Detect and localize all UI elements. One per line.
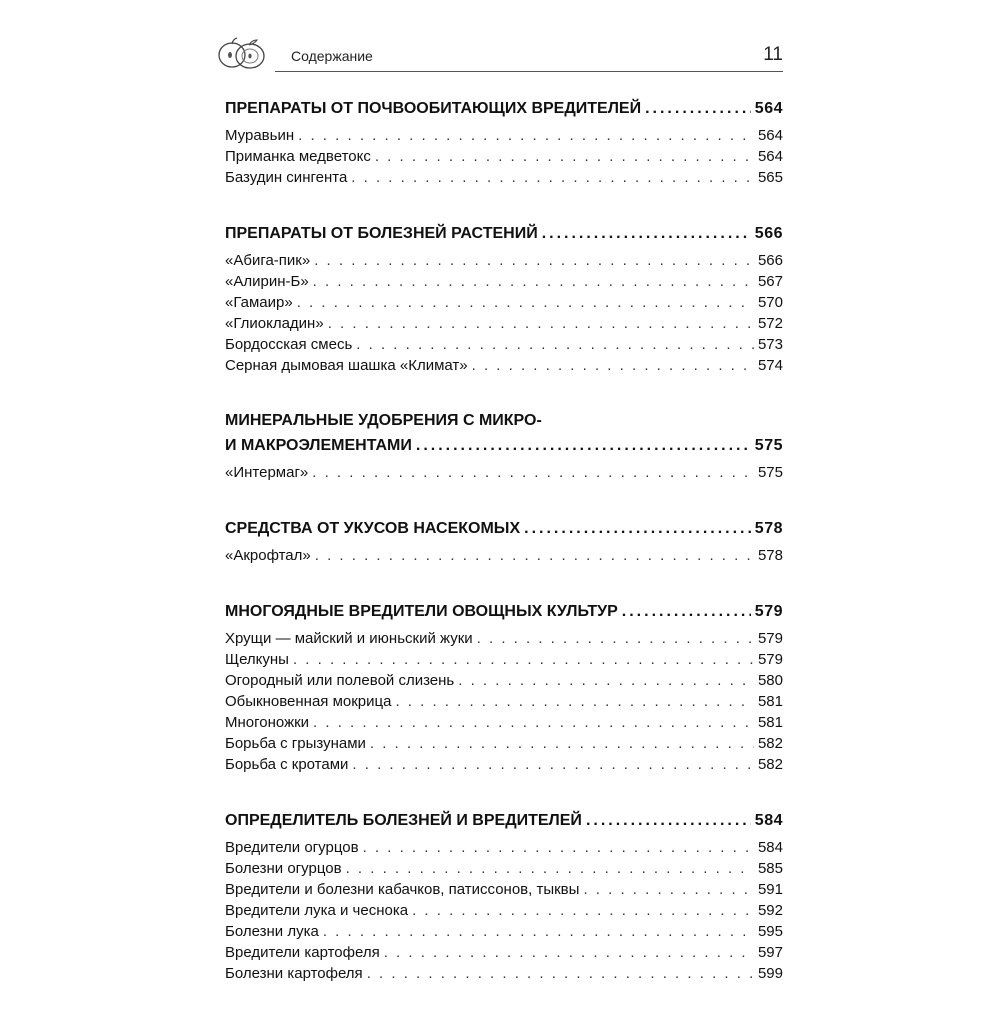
- item-page: 573: [757, 336, 783, 353]
- toc-item[interactable]: [225, 837, 783, 858]
- toc-section-heading[interactable]: [225, 221, 783, 247]
- item-label: Вредители картофеля: [225, 944, 380, 961]
- page-number: 11: [763, 44, 783, 65]
- item-label: Вредители и болезни кабачков, патиссонов, тыквы: [225, 881, 580, 898]
- item-page: 579: [757, 630, 783, 647]
- toc-item[interactable]: [225, 250, 783, 271]
- toc-item[interactable]: [225, 545, 783, 566]
- dot-leader: [367, 963, 754, 984]
- toc-item[interactable]: [225, 313, 783, 334]
- toc-item[interactable]: [225, 649, 783, 670]
- item-page: 585: [757, 860, 783, 877]
- section-page: 578: [754, 520, 783, 537]
- dot-leader: [370, 733, 754, 754]
- section-title: ПРЕПАРАТЫ ОТ БОЛЕЗНЕЙ РАСТЕНИЙ: [225, 225, 538, 242]
- item-label: Приманка медветокс: [225, 148, 371, 165]
- item-label: Серная дымовая шашка «Климат»: [225, 357, 468, 374]
- item-label: Вредители лука и чеснока: [225, 902, 409, 919]
- toc-item[interactable]: [225, 167, 783, 188]
- item-label: Вредители огурцов: [225, 839, 359, 856]
- toc-section: [225, 808, 783, 984]
- toc-section-heading[interactable]: [225, 808, 783, 834]
- item-label: «Глиокладин»: [225, 315, 324, 332]
- item-page: 582: [757, 735, 783, 752]
- section-title: ПРЕПАРАТЫ ОТ ПОЧВООБИТАЮЩИХ ВРЕДИТЕЛЕЙ: [225, 100, 642, 117]
- dot-leader: [328, 313, 754, 334]
- dot-leader: [312, 462, 754, 483]
- item-label: Бордосская смесь: [225, 336, 353, 353]
- dot-leader: [472, 355, 754, 376]
- toc-section: [225, 96, 783, 188]
- item-label: «Алирин-Б»: [225, 273, 309, 290]
- toc-item[interactable]: [225, 271, 783, 292]
- section-page: 579: [754, 603, 783, 620]
- dot-leader: [416, 433, 751, 459]
- section-page: 564: [754, 100, 783, 117]
- toc-item[interactable]: [225, 942, 783, 963]
- dot-leader: [375, 146, 754, 167]
- section-title: И МАКРОЭЛЕМЕНТАМИ: [225, 437, 412, 454]
- toc-item[interactable]: [225, 355, 783, 376]
- item-page: 564: [757, 148, 783, 165]
- item-label: Базудин сингента: [225, 169, 348, 186]
- item-page: 595: [757, 923, 783, 940]
- toc-section: [225, 221, 783, 376]
- section-title: МНОГОЯДНЫЕ ВРЕДИТЕЛИ ОВОЩНЫХ КУЛЬТУР: [225, 603, 618, 620]
- item-label: «Абига-пик»: [225, 252, 311, 269]
- item-page: 597: [757, 944, 783, 961]
- toc-item[interactable]: [225, 921, 783, 942]
- toc-item[interactable]: [225, 963, 783, 984]
- dot-leader: [298, 125, 754, 146]
- dot-leader: [313, 712, 754, 733]
- toc-item[interactable]: [225, 462, 783, 483]
- section-page: 566: [754, 225, 783, 242]
- item-page: 565: [757, 169, 783, 186]
- item-page: 578: [757, 547, 783, 564]
- item-page: 591: [757, 881, 783, 898]
- item-label: Болезни картофеля: [225, 965, 363, 982]
- item-label: «Интермаг»: [225, 464, 309, 481]
- section-title-line1: МИНЕРАЛЬНЫЕ УДОБРЕНИЯ С МИКРО-: [225, 412, 542, 429]
- section-title: ОПРЕДЕЛИТЕЛЬ БОЛЕЗНЕЙ И ВРЕДИТЕЛЕЙ: [225, 812, 582, 829]
- item-page: 574: [757, 357, 783, 374]
- dot-leader: [477, 628, 754, 649]
- item-page: 572: [757, 315, 783, 332]
- item-page: 564: [757, 127, 783, 144]
- section-title: СРЕДСТВА ОТ УКУСОВ НАСЕКОМЫХ: [225, 520, 521, 537]
- dot-leader: [293, 649, 754, 670]
- dot-leader: [323, 921, 754, 942]
- item-page: 579: [757, 651, 783, 668]
- item-page: 592: [757, 902, 783, 919]
- item-label: «Акрофтал»: [225, 547, 311, 564]
- toc-section-heading[interactable]: [225, 96, 783, 122]
- dot-leader: [352, 754, 754, 775]
- item-page: 599: [757, 965, 783, 982]
- item-page: 584: [757, 839, 783, 856]
- item-label: Муравьин: [225, 127, 295, 144]
- item-label: «Гамаир»: [225, 294, 293, 311]
- dot-leader: [346, 858, 754, 879]
- dot-leader: [384, 942, 754, 963]
- toc-item[interactable]: [225, 628, 783, 649]
- item-page: 581: [757, 693, 783, 710]
- toc-item[interactable]: [225, 334, 783, 355]
- dot-leader: [297, 292, 754, 313]
- dot-leader: [351, 167, 754, 188]
- item-label: Обыкновенная мокрица: [225, 693, 392, 710]
- dot-leader: [542, 221, 751, 247]
- dot-leader: [524, 516, 751, 542]
- toc-section-heading-line1[interactable]: [225, 409, 783, 433]
- dot-leader: [314, 250, 754, 271]
- item-page: 570: [757, 294, 783, 311]
- item-label: Огородный или полевой слизень: [225, 672, 455, 689]
- item-label: Болезни лука: [225, 923, 319, 940]
- toc-item[interactable]: [225, 292, 783, 313]
- page-header: [215, 34, 783, 74]
- toc-item[interactable]: [225, 733, 783, 754]
- dot-leader: [622, 599, 751, 625]
- toc-item[interactable]: [225, 712, 783, 733]
- toc-section: [225, 599, 783, 775]
- toc-item[interactable]: [225, 754, 783, 775]
- item-label: Борьба с кротами: [225, 756, 349, 773]
- item-page: 566: [757, 252, 783, 269]
- item-page: 567: [757, 273, 783, 290]
- toc-item[interactable]: [225, 900, 783, 921]
- toc-item[interactable]: [225, 670, 783, 691]
- item-label: Многоножки: [225, 714, 310, 731]
- toc-section-heading[interactable]: [225, 599, 783, 625]
- item-label: Болезни огурцов: [225, 860, 342, 877]
- toc-item[interactable]: [225, 858, 783, 879]
- toc-item[interactable]: [225, 879, 783, 900]
- toc-section: [225, 409, 783, 483]
- toc-item[interactable]: [225, 691, 783, 712]
- running-header-title: Содержание: [291, 48, 373, 64]
- header-rule: [275, 71, 783, 72]
- toc-item[interactable]: [225, 146, 783, 167]
- section-page: 575: [754, 437, 783, 454]
- toc-section-heading[interactable]: [225, 516, 783, 542]
- item-page: 582: [757, 756, 783, 773]
- item-page: 575: [757, 464, 783, 481]
- toc-section-heading[interactable]: [225, 433, 783, 459]
- dot-leader: [586, 808, 751, 834]
- dot-leader: [583, 879, 754, 900]
- table-of-contents: [225, 96, 783, 1017]
- dot-leader: [412, 900, 754, 921]
- dot-leader: [645, 96, 751, 122]
- item-page: 580: [757, 672, 783, 689]
- dot-leader: [363, 837, 754, 858]
- toc-item[interactable]: [225, 125, 783, 146]
- item-label: Щелкуны: [225, 651, 289, 668]
- dot-leader: [356, 334, 754, 355]
- section-page: 584: [754, 812, 783, 829]
- item-label: Борьба с грызунами: [225, 735, 366, 752]
- dot-leader: [458, 670, 754, 691]
- toc-section: [225, 516, 783, 566]
- apple-logo-icon: [215, 36, 271, 70]
- dot-leader: [315, 545, 754, 566]
- item-label: Хрущи — майский и июньский жуки: [225, 630, 473, 647]
- item-page: 581: [757, 714, 783, 731]
- dot-leader: [395, 691, 754, 712]
- dot-leader: [313, 271, 754, 292]
